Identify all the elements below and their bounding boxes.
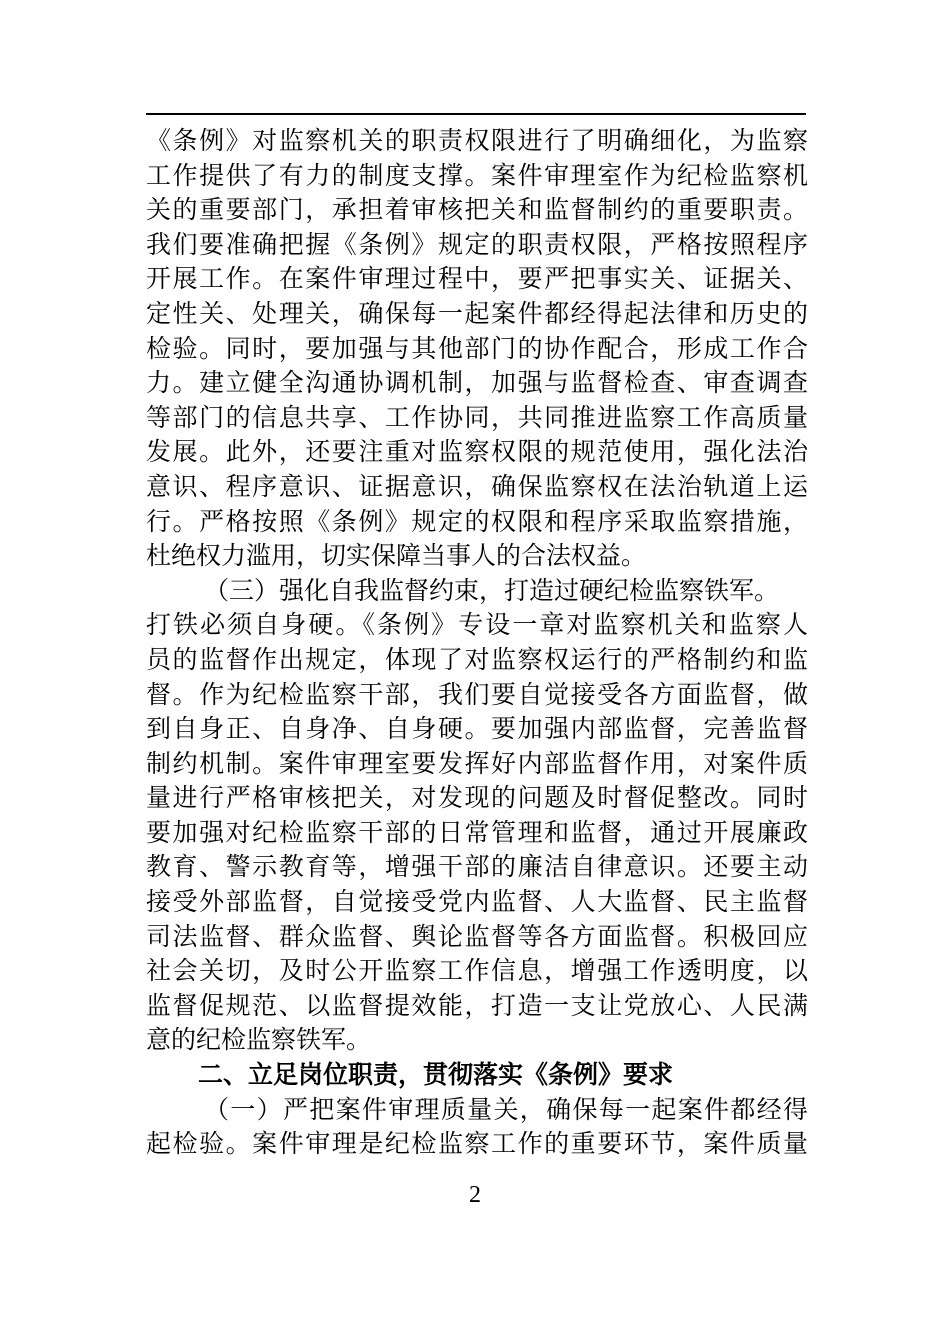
body-text: [146, 124, 808, 1162]
text-line: 督。作为纪检监察干部，我们要自觉接受各方面监督，做: [146, 679, 808, 709]
text-line: 力。建立健全沟通协调机制，加强与监督检查、审查调查: [146, 368, 808, 398]
text-line: 发展。此外，还要注重对监察权限的规范使用，强化法治: [146, 437, 808, 467]
text-line: 员的监督作出规定，体现了对监察权运行的严格制约和监: [146, 644, 808, 674]
text-line: 行。严格按照《条例》规定的权限和程序采取监察措施，: [146, 506, 808, 536]
text-line: 工作提供了有力的制度支撑。案件审理室作为纪检监察机: [146, 160, 808, 190]
text-line: 关的重要部门，承担着审核把关和监督制约的重要职责。: [146, 195, 808, 225]
section-lead-line: （一）严把案件审理质量关，确保每一起案件都经得: [204, 1094, 808, 1124]
text-line: 打铁必须自身硬。《条例》专设一章对监察机关和监察人: [146, 610, 808, 640]
text-line: 监督促规范、以监督提效能，打造一支让党放心、人民满: [146, 990, 808, 1020]
text-line: 检验。同时，要加强与其他部门的协作配合，形成工作合: [146, 333, 808, 363]
text-line: 到自身正、自身净、自身硬。要加强内部监督，完善监督: [146, 714, 808, 744]
text-line: 要加强对纪检监察干部的日常管理和监督，通过开展廉政: [146, 817, 808, 847]
text-line: 开展工作。在案件审理过程中，要严把事实关、证据关、: [146, 264, 808, 294]
text-line: 教育、警示教育等，增强干部的廉洁自律意识。还要主动: [146, 852, 808, 882]
page-number: 2: [469, 1182, 481, 1208]
text-line: 制约机制。案件审理室要发挥好内部监督作用，对案件质: [146, 748, 808, 778]
text-line: 接受外部监督，自觉接受党内监督、人大监督、民主监督: [146, 887, 808, 917]
section-lead-line: （三）强化自我监督约束，打造过硬纪检监察铁军。: [204, 575, 780, 605]
text-line: 意识、程序意识、证据意识，确保监察权在法治轨道上运: [146, 471, 808, 501]
text-line: 等部门的信息共享、工作协同，共同推进监察工作高质量: [146, 402, 808, 432]
header-rule: [146, 113, 806, 115]
text-line: 杜绝权力滥用，切实保障当事人的合法权益。: [146, 541, 647, 571]
text-line: 我们要准确把握《条例》规定的职责权限，严格按照程序: [146, 229, 808, 259]
text-line: 意的纪检监察铁军。: [146, 1025, 372, 1055]
text-line: 《条例》对监察机关的职责权限进行了明确细化，为监察: [146, 126, 808, 155]
section-heading: 二、立足岗位职责，贯彻落实《条例》要求: [198, 1060, 674, 1090]
text-line: 司法监督、群众监督、舆论监督等各方面监督。积极回应: [146, 921, 808, 951]
text-line: 社会关切，及时公开监察工作信息，增强工作透明度，以: [146, 956, 808, 986]
text-line: 量进行严格审核把关，对发现的问题及时督促整改。同时: [146, 783, 808, 813]
text-line: 起检验。案件审理是纪检监察工作的重要环节，案件质量: [146, 1129, 808, 1159]
text-line: 定性关、处理关，确保每一起案件都经得起法律和历史的: [146, 298, 808, 328]
